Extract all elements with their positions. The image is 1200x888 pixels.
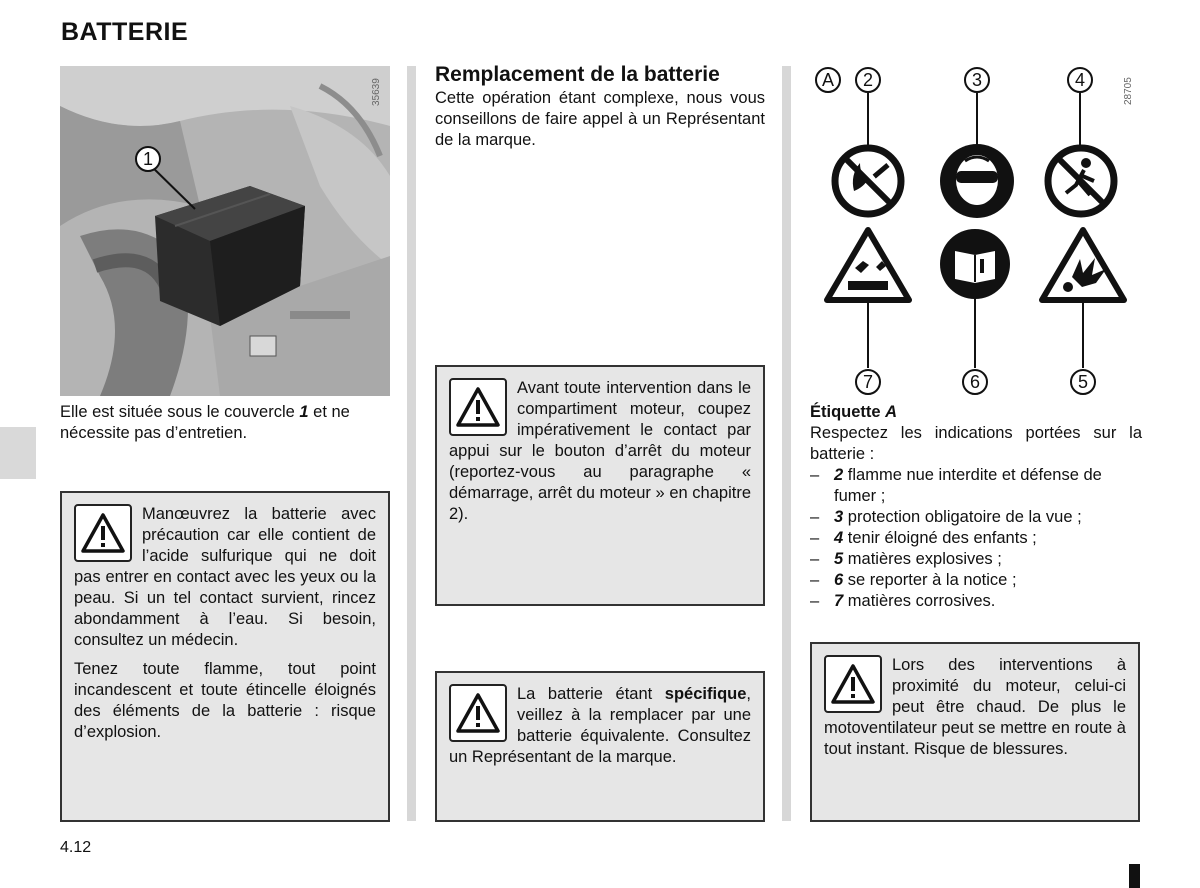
no-children-icon [1048,148,1114,214]
label-item-6 [810,570,1142,591]
callout-a: A [815,67,841,93]
label-intro: Respectez les indications portées sur la batterie : [810,424,1142,463]
photo-caption [60,402,392,444]
item-text: matières corrosives. [843,592,996,610]
warning-triangle-icon [824,655,882,713]
warning-triangle-icon [449,378,507,436]
engine-illustration [60,66,390,396]
warning-triangle-icon [449,684,507,742]
item-text: tenir éloigné des enfants ; [843,529,1037,547]
column-separator-left [407,66,416,821]
page-edge-marker [1129,864,1140,888]
label-description [810,402,1142,612]
callout-1: 1 [135,146,161,172]
item-dash: – [810,592,820,610]
warning-acid-text: Manœuvrez la batterie avec précaution car elle contient de l’acide sulfurique qui ne doit pas entrer en contact avec les yeux ou la peau. Si un tel contact survient, rincez abondamment à l’eau. Si besoin, consultez un médecin. [74,505,376,649]
callout-6: 6 [962,369,988,395]
callout-7: 7 [855,369,881,395]
warning-flame-text: Tenez toute flamme, tout point incandescent et toute étincelle éloignés des éléments de la batterie : risque d’explosion. [74,660,376,741]
label-title-text: Étiquette [810,403,886,421]
specific-text-b: , veillez à la remplacer par une batterie équivalente. Consultez un Représentant de la marque. [449,685,751,766]
label-items [810,465,1142,612]
item-dash: – [810,550,820,568]
item-number: 5 [834,550,844,568]
item-number: 7 [834,592,844,610]
warning-hot-engine-text: Lors des interventions à proximité du moteur, celui-ci peut être chaud. De plus le motoventilateur peut se mettre en route à tout instant. Risque de blessures. [824,656,1126,758]
caption-ref: 1 [299,403,309,421]
label-title [810,402,1142,423]
item-dash: – [810,529,820,547]
callout-4: 4 [1067,67,1093,93]
item-number: 6 [834,571,844,589]
corrosive-icon [827,230,909,300]
label-item-7 [810,591,1142,612]
photo-code: 35639 [371,78,382,106]
item-text: protection obligatoire de la vue ; [843,508,1082,526]
item-number: 2 [834,466,844,484]
item-dash: – [810,571,820,589]
replacement-body: Cette opération étant complexe, nous vous conseillons de faire appel à un Représentant de la marque. [435,89,765,149]
caption-text-end: et ne nécessite pas d’entretien. [60,403,350,442]
label-item-2 [810,465,1142,507]
item-dash: – [810,508,820,526]
explosive-icon [1042,230,1124,300]
item-text: se reporter à la notice ; [843,571,1017,589]
item-number: 3 [834,508,844,526]
section-heading: Remplacement de la batterie [435,63,720,86]
warning-box-hot-engine [810,642,1140,822]
label-item-3 [810,507,1142,528]
chapter-tab [0,427,36,479]
warning-box-engine [435,365,765,606]
label-item-5 [810,549,1142,570]
item-number: 4 [834,529,844,547]
warning-box-specific [435,671,765,822]
label-pictograms [810,63,1140,398]
item-dash: – [810,466,820,484]
warning-engine-text: Avant toute intervention dans le compartiment moteur, coupez impérativement le contact par appui sur le bouton d’arrêt du moteur (reportez-vous au paragraphe « démarrage, arrêt du moteur » en chapitre 2). [449,379,751,523]
specific-text-a: La batterie étant [517,685,665,703]
column-separator-right [782,66,791,821]
caption-text: Elle est située sous le couvercle [60,403,300,421]
label-title-ref: A [885,403,898,421]
warning-box-acid [60,491,390,822]
warning-triangle-icon [74,504,132,562]
refer-to-manual-icon [940,229,1010,299]
figure-code: 28705 [1123,77,1134,105]
no-flame-icon [835,148,901,214]
label-item-4 [810,528,1142,549]
page-title: BATTERIE [61,18,189,46]
page-number: 4.12 [60,839,92,856]
item-text: matières explosives ; [843,550,1002,568]
item-text: flamme nue interdite et défense de fumer ; [834,466,1102,505]
engine-photo [60,66,390,396]
specific-text-bold: spécifique [664,685,747,703]
callout-2: 2 [855,67,881,93]
callout-3: 3 [964,67,990,93]
battery-label-figure [810,63,1140,398]
eye-protection-icon [940,144,1014,218]
callout-5: 5 [1070,369,1096,395]
